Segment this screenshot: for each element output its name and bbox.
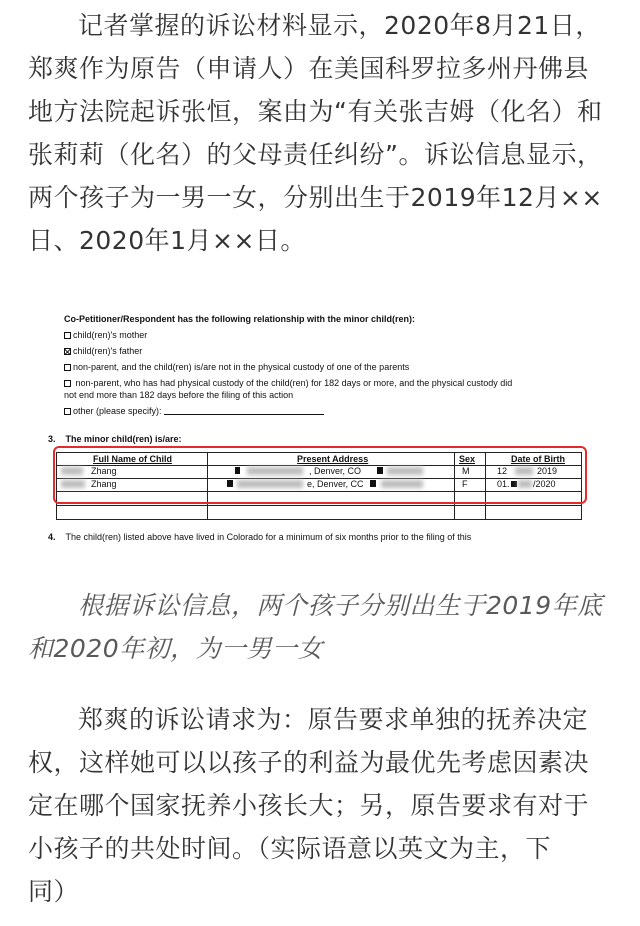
checkbox-icon (64, 408, 71, 415)
text-line: 定在哪个国家抚养小孩长大；另，原告要求有对于 (28, 791, 590, 820)
text-line: 郑爽作为原告（申请人）在美国科罗拉多州丹佛县 (28, 54, 590, 83)
child-address: e, Denver, CC (307, 479, 364, 489)
option-label: non-parent, who has had physical custody of the child(ren) for 182 days or more, and the physical custody did (75, 378, 513, 388)
form-heading: Co-Petitioner/Respondent has the following relationship with the minor child(ren): (64, 314, 416, 324)
option-non-parent (64, 362, 409, 372)
text-line: 同） (28, 877, 80, 906)
text-line: 地方法院起诉张恒，案由为“有关张吉姆（化名）和 (28, 97, 603, 126)
child-dob-year: 2019 (537, 466, 558, 476)
option-continuation (64, 390, 293, 400)
option-label: other (please specify): (73, 406, 162, 416)
option-mother (64, 330, 147, 340)
option-label: child(ren)'s father (73, 346, 143, 356)
option-label: non-parent, and the child(ren) is/are not in the physical custody of one of the parents (73, 362, 410, 372)
checkbox-icon (64, 380, 71, 387)
specify-line (164, 406, 324, 415)
child-dob-part: 12 (497, 466, 508, 476)
column-header: Present Address (297, 454, 369, 464)
text-line: 权，这样她可以以孩子的利益为最优先考虑因素决 (28, 748, 590, 777)
text-line: 张莉莉（化名）的父母责任纠纷”。诉讼信息显示， (28, 140, 603, 169)
checkbox-icon (64, 364, 71, 371)
checked-checkbox-icon (64, 348, 71, 355)
section-title: The minor child(ren) is/are: (65, 434, 182, 444)
article-paragraph-1 (28, 4, 618, 262)
child-sex: M (462, 466, 470, 476)
section-4 (48, 532, 471, 542)
column-header: Sex (459, 454, 476, 464)
column-header: Date of Birth (511, 454, 565, 464)
text-line: 小孩子的共处时间。（实际语意以英文为主，下 (28, 834, 552, 863)
option-label: child(ren)'s mother (73, 330, 148, 340)
section-number: 3. (48, 434, 56, 444)
option-other (64, 406, 324, 416)
court-form-image (44, 300, 604, 550)
text-line: 和2020年初，为一男一女 (28, 634, 324, 663)
article-paragraph-2 (28, 698, 618, 913)
child-dob-year: /2020 (533, 479, 556, 489)
text-line: 根据诉讼信息，两个孩子分别出生于2019年底 (78, 591, 603, 620)
child-name: Zhang (91, 479, 117, 489)
text-line: 记者掌握的诉讼材料显示，2020年8月21日， (78, 11, 601, 40)
option-label: not end more than 182 days before the filing of this action (64, 390, 294, 400)
text-line: 两个孩子为一男一女，分别出生于2019年12月×× (28, 183, 603, 212)
image-caption (28, 584, 618, 670)
checkbox-icon (64, 332, 71, 339)
column-header: Full Name of Child (93, 454, 173, 464)
section-3 (48, 434, 182, 444)
child-dob-part: 01. (497, 479, 510, 489)
option-non-parent-custody (64, 378, 512, 388)
text-line: 日、2020年1月××日。 (28, 226, 306, 255)
section-number: 4. (48, 532, 56, 542)
option-father (64, 346, 142, 356)
highlight-box (53, 446, 587, 504)
child-address: , Denver, CO (309, 466, 362, 476)
child-name: Zhang (91, 466, 117, 476)
text-line: 郑爽的诉讼请求为：原告要求单独的抚养决定 (78, 705, 589, 734)
child-sex: F (462, 479, 468, 489)
section-text: The child(ren) listed above have lived in Colorado for a minimum of six months prior to the filing of this (65, 532, 472, 542)
